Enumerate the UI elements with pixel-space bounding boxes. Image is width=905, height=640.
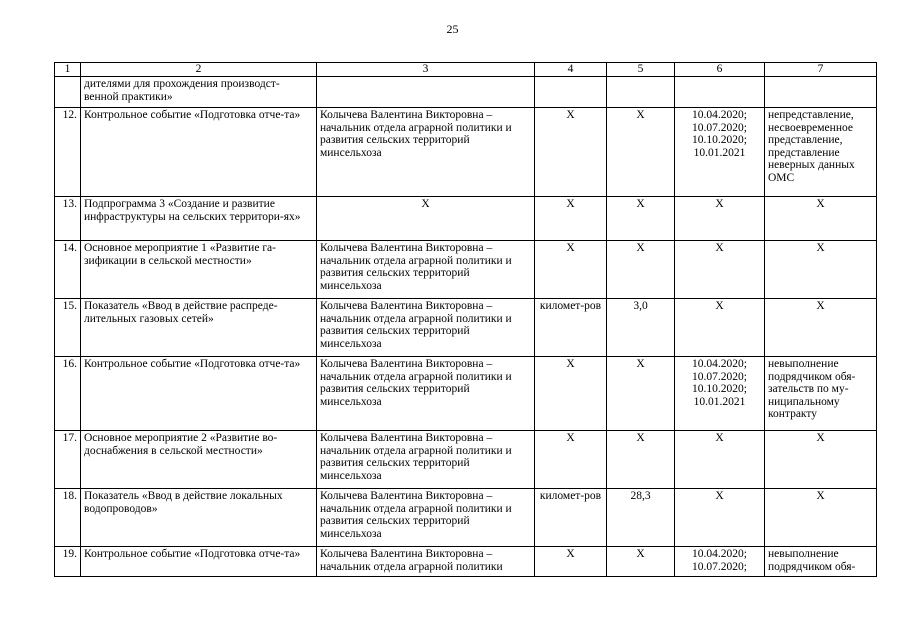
cell-risks: невыполнение подрядчиком обя-зательств по му-ниципальному контракту: [765, 357, 877, 431]
table-row: [55, 299, 877, 357]
cell-unit: Х: [535, 108, 607, 197]
cell-value: 28,3: [607, 489, 675, 547]
row-number: 18.: [55, 489, 81, 547]
page-number: 25: [446, 22, 459, 36]
table-row: [55, 357, 877, 431]
cell-value: [607, 77, 675, 108]
cell-name: Контрольное событие «Подготовка отче-та»: [81, 357, 317, 431]
col-header-4: 4: [535, 63, 607, 77]
table-row: [55, 241, 877, 299]
cell-value: Х: [607, 108, 675, 197]
cell-dates: Х: [675, 241, 765, 299]
cell-dates: [675, 77, 765, 108]
cell-responsible: Х: [317, 197, 535, 241]
cell-risks: Х: [765, 299, 877, 357]
table-row: [55, 77, 877, 108]
cell-name: Показатель «Ввод в действие локальных водопроводов»: [81, 489, 317, 547]
cell-dates: 10.04.2020; 10.07.2020;: [675, 547, 765, 577]
row-number: 12.: [55, 108, 81, 197]
cell-responsible: Колычева Валентина Викторовна – начальник отдела аграрной политики и развития сельских территорий минсельхоза: [317, 299, 535, 357]
cell-value: Х: [607, 357, 675, 431]
cell-unit: Х: [535, 357, 607, 431]
cell-risks: Х: [765, 241, 877, 299]
table-row: [55, 108, 877, 197]
table-row: [55, 431, 877, 489]
col-header-1: 1: [55, 63, 81, 77]
cell-responsible: [317, 77, 535, 108]
cell-name: Контрольное событие «Подготовка отче-та»: [81, 547, 317, 577]
col-header-5: 5: [607, 63, 675, 77]
cell-dates: Х: [675, 431, 765, 489]
cell-name: Основное мероприятие 2 «Развитие во-доснабжения в сельской местности»: [81, 431, 317, 489]
row-number: 19.: [55, 547, 81, 577]
col-header-6: 6: [675, 63, 765, 77]
cell-value: 3,0: [607, 299, 675, 357]
cell-responsible: Колычева Валентина Викторовна – начальник отдела аграрной политики и развития сельских территорий минсельхоза: [317, 431, 535, 489]
cell-unit: километ-ров: [535, 299, 607, 357]
cell-risks: [765, 77, 877, 108]
cell-unit: Х: [535, 431, 607, 489]
cell-responsible: Колычева Валентина Викторовна – начальник отдела аграрной политики и развития сельских территорий минсельхоза: [317, 241, 535, 299]
cell-unit: Х: [535, 197, 607, 241]
table-row: [55, 489, 877, 547]
cell-value: Х: [607, 197, 675, 241]
cell-risks: непредставление, несвоевременное представление, представление неверных данных ОМС: [765, 108, 877, 197]
cell-responsible: Колычева Валентина Викторовна – начальник отдела аграрной политики: [317, 547, 535, 577]
col-header-7: 7: [765, 63, 877, 77]
cell-risks: Х: [765, 431, 877, 489]
row-number: 13.: [55, 197, 81, 241]
cell-dates: 10.04.2020; 10.07.2020; 10.10.2020; 10.01.2021: [675, 108, 765, 197]
cell-dates: Х: [675, 299, 765, 357]
cell-name: Подпрограмма 3 «Создание и развитие инфраструктуры на сельских территори-ях»: [81, 197, 317, 241]
row-number: 16.: [55, 357, 81, 431]
cell-dates: Х: [675, 489, 765, 547]
cell-value: Х: [607, 547, 675, 577]
cell-value: Х: [607, 431, 675, 489]
cell-name: дителями для прохождения производст-венной практики»: [81, 77, 317, 108]
cell-unit: Х: [535, 241, 607, 299]
row-number: 15.: [55, 299, 81, 357]
row-number: [55, 77, 81, 108]
table-row: [55, 197, 877, 241]
cell-risks: Х: [765, 197, 877, 241]
cell-risks: невыполнение подрядчиком обя-: [765, 547, 877, 577]
cell-unit: [535, 77, 607, 108]
row-number: 14.: [55, 241, 81, 299]
col-header-2: 2: [81, 63, 317, 77]
table-row: [55, 547, 877, 577]
cell-value: Х: [607, 241, 675, 299]
cell-dates: Х: [675, 197, 765, 241]
row-number: 17.: [55, 431, 81, 489]
cell-name: Основное мероприятие 1 «Развитие га-зификации в сельской местности»: [81, 241, 317, 299]
cell-name: Показатель «Ввод в действие распреде-лительных газовых сетей»: [81, 299, 317, 357]
cell-unit: Х: [535, 547, 607, 577]
cell-responsible: Колычева Валентина Викторовна – начальник отдела аграрной политики и развития сельских территорий минсельхоза: [317, 357, 535, 431]
header-row: [55, 63, 877, 77]
cell-dates: 10.04.2020; 10.07.2020; 10.10.2020; 10.01.2021: [675, 357, 765, 431]
cell-name: Контрольное событие «Подготовка отче-та»: [81, 108, 317, 197]
cell-risks: Х: [765, 489, 877, 547]
col-header-3: 3: [317, 63, 535, 77]
cell-responsible: Колычева Валентина Викторовна – начальник отдела аграрной политики и развития сельских территорий минсельхоза: [317, 108, 535, 197]
plan-table: [54, 62, 877, 577]
cell-unit: километ-ров: [535, 489, 607, 547]
cell-responsible: Колычева Валентина Викторовна – начальник отдела аграрной политики и развития сельских территорий минсельхоза: [317, 489, 535, 547]
